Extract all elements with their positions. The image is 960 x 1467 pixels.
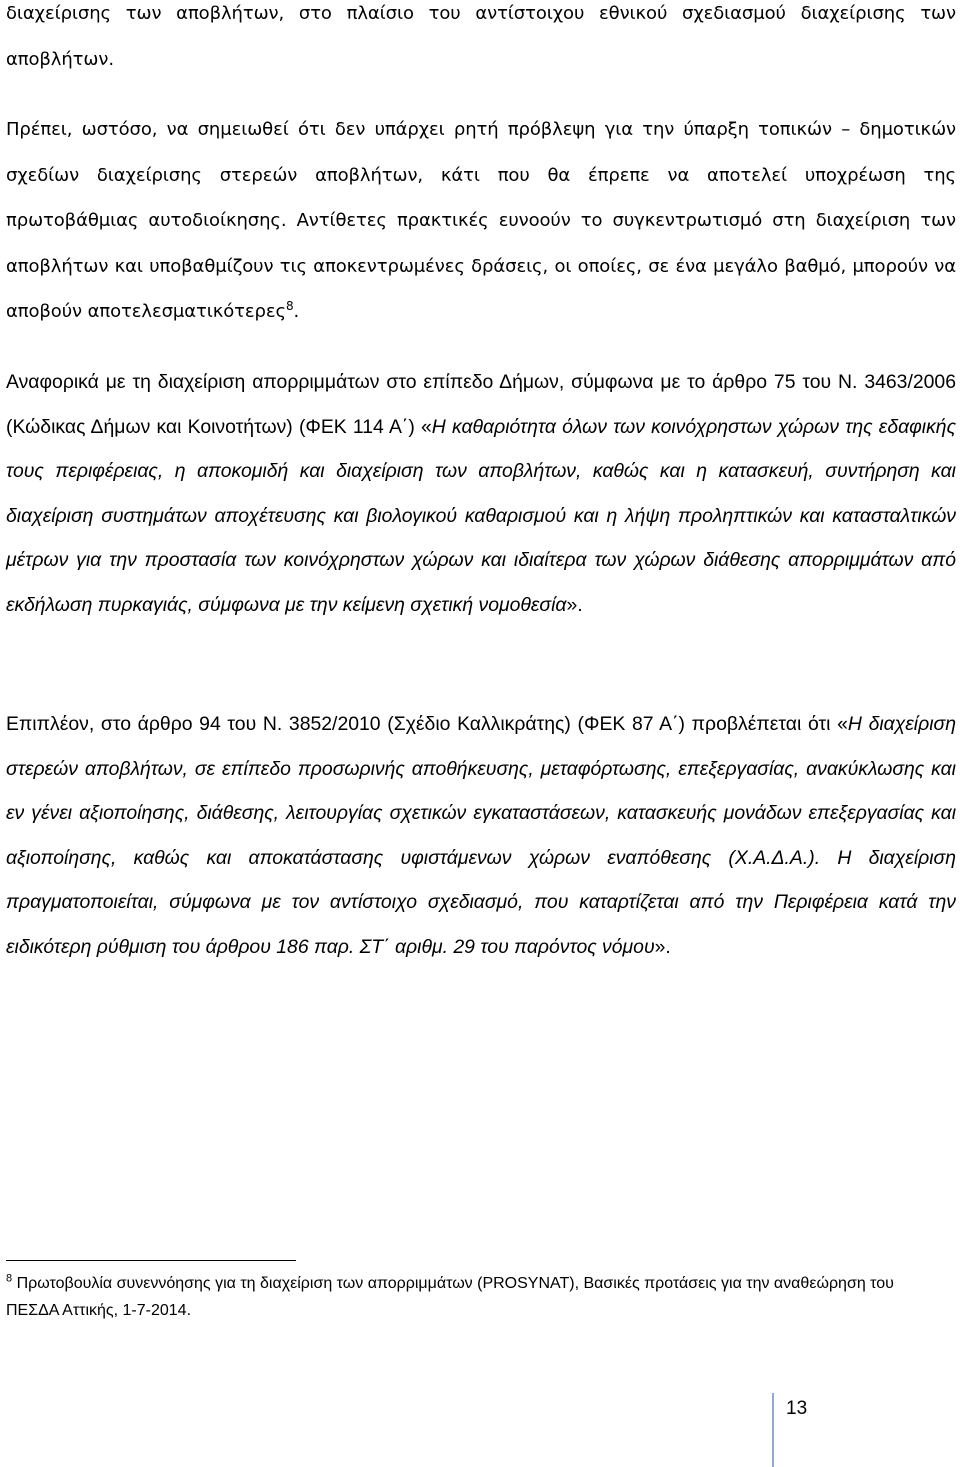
paragraph-2-text: Πρέπει, ωστόσο, να σημειωθεί ότι δεν υπάρχει ρητή πρόβλεψη για την ύπαρξη τοπικών – δημοτικών σχεδίων διαχείρισης στερεών αποβλήτων, κάτι που θα έπρεπε να αποτελεί υποχρέωση της πρωτοβάθμιας αυτοδιοίκησης. Αντίθετες πρακτικές ευνοούν το συγκεντρωτισμό στη διαχείριση των αποβλήτων και υποβαθμίζουν τις αποκεντρωμένες δράσεις, οι οποίες, σε ένα μεγάλο βαθμό, μπορούν να αποβούν αποτελεσματικότερες — [6, 119, 956, 322]
law-quote-3852: Η διαχείριση στερεών αποβλήτων, σε επίπεδο προσωρινής αποθήκευσης, μεταφόρτωσης, επεξεργασίας, ανακύκλωσης και εν γένει αξιοποίησης, διάθεσης, λειτουργίας σχετικών εγκαταστάσεων, κατασκευής μονάδων επεξεργασίας και αξιοποίησης, καθώς και αποκατάστασης υφιστάμενων χώρων εναπόθεσης (Χ.Α.Δ.Α.). Η διαχείριση πραγματοποιείται, σύμφωνα με τον αντίστοιχο σχεδιασμό, που καταρτίζεται από την Περιφέρεια κατά την ειδικότερη ρύθμιση του άρθρου 186 παρ. ΣΤ΄ αριθμ. 29 του παρόντος νόμου — [6, 713, 956, 958]
paragraph-4 — [6, 702, 956, 969]
footnote-reference[interactable]: 8 — [285, 299, 294, 313]
paragraph-3-intro: Αναφορικά με τη διαχείριση απορριμμάτων στο επίπεδο Δήμων, σύμφωνα με το άρθρο 75 του Ν. 3463/2006 (Κώδικας Δήμων και Κοινοτήτων) (ΦΕΚ 114 Α΄) « — [6, 371, 956, 438]
paragraph-4-end: ». — [654, 935, 671, 958]
footnote-text: Πρωτοβουλία συνεννόησης για τη διαχείριση των απορριμμάτων (PROSYNAT), Βασικές προτάσεις για την αναθεώρηση του ΠΕΣΔΑ Αττικής, 1-7-2014. — [6, 1275, 894, 1319]
page-number: 13 — [786, 1398, 808, 1419]
footnote — [6, 1270, 926, 1324]
footnote-number: 8 — [6, 1272, 13, 1285]
paragraph-3-end: ». — [566, 593, 583, 616]
page-number-divider — [772, 1393, 774, 1467]
paragraph-2-end: . — [293, 301, 300, 322]
paragraph-1-text: διαχείρισης των αποβλήτων, στο πλαίσιο του αντίστοιχου εθνικού σχεδιασμού διαχείρισης των αποβλήτων. — [6, 3, 956, 70]
paragraph-2 — [6, 107, 956, 335]
footnote-divider — [6, 1260, 296, 1261]
paragraph-4-intro: Επιπλέον, στο άρθρο 94 του Ν. 3852/2010 (Σχέδιο Καλλικράτης) (ΦΕΚ 87 Α΄) προβλέπεται ότι « — [6, 713, 848, 735]
law-quote-3463: Η καθαριότητα όλων των κοινόχρηστων χώρων της εδαφικής τους περιφέρειας, η αποκομιδή και διαχείριση των αποβλήτων, καθώς και η κατασκευή, συντήρηση και διαχείριση συστημάτων αποχέτευσης και βιολογικού καθαρισμού και η λήψη προληπτικών και κατασταλτικών μέτρων για την προστασία των κοινόχρηστων χώρων και ιδιαίτερα των χώρων διάθεσης απορριμμάτων από εκδήλωση πυρκαγιάς, σύμφωνα με την κείμενη σχετική νομοθεσία — [6, 415, 956, 616]
paragraph-3 — [6, 360, 956, 627]
paragraph-1 — [6, 0, 956, 82]
